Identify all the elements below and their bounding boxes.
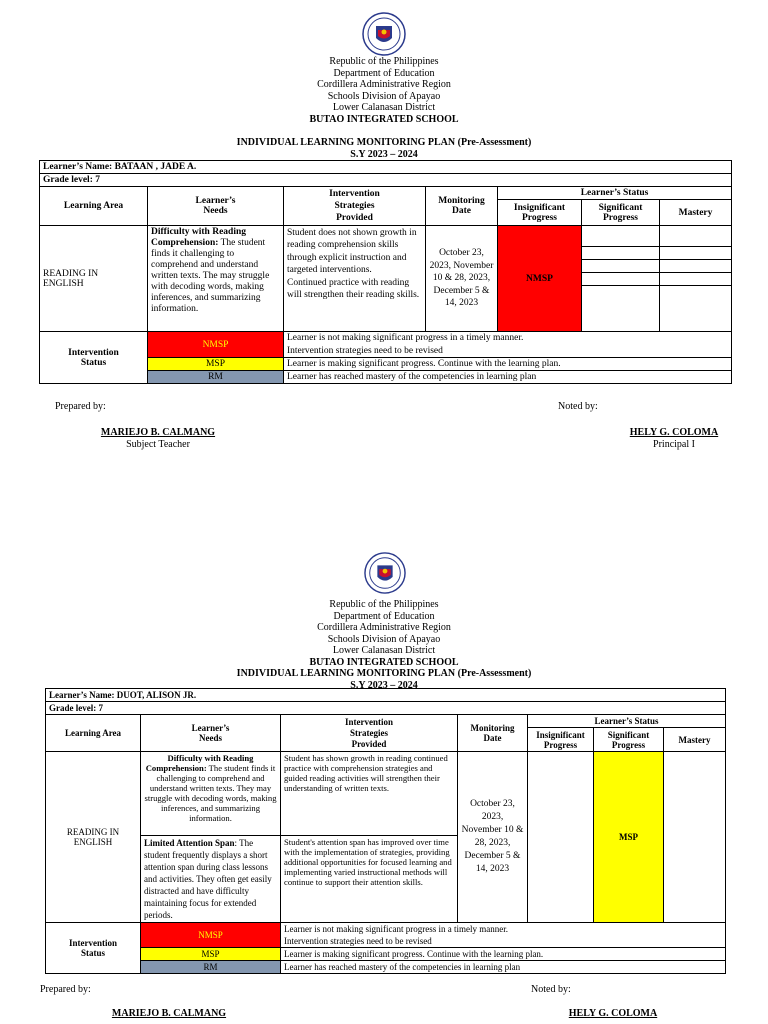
principal-signature <box>612 427 736 450</box>
legend-rm-desc: Learner has reached mastery of the competencies in learning plan <box>284 371 732 384</box>
col-intervention: Intervention Strategies Provided <box>281 715 458 752</box>
mastery-cell <box>660 260 732 273</box>
needs-cell <box>148 226 284 332</box>
legend-rm: RM <box>141 961 281 974</box>
mastery-cell <box>660 226 732 247</box>
mastery-cell <box>660 286 732 332</box>
header-republic: Republic of the Philippines <box>329 599 439 610</box>
learning-area-cell: READING IN ENGLISH <box>40 226 148 332</box>
significant-cell <box>582 226 660 247</box>
legend-msp-desc: Learner is making significant progress. Continue with the learning plan. <box>284 358 732 371</box>
need-text: : The student frequently displays a short attention span during class lessons and activities. They often get easily distracted and have difficulty maintaining focus for extended periods. <box>144 838 272 920</box>
legend-nmsp: NMSP <box>141 923 281 948</box>
col-monitoring: Monitoring Date <box>458 715 528 752</box>
grade-level: Grade level: 7 <box>40 174 732 187</box>
noted-by-label: Noted by: <box>558 401 598 412</box>
header-region: Cordillera Administrative Region <box>317 622 451 633</box>
need-title: Limited Attention Span <box>144 838 235 848</box>
deped-seal-icon <box>362 12 406 56</box>
prepared-by-label: Prepared by: <box>55 401 106 412</box>
header-district: Lower Calanasan District <box>332 102 436 113</box>
header-department: Department of Education <box>333 67 435 79</box>
significant-cell <box>582 247 660 260</box>
col-insignificant: Insignificant Progress <box>528 728 594 752</box>
col-learning-area: Learning Area <box>40 187 148 226</box>
prepared-by-label: Prepared by: <box>40 984 91 995</box>
status-msp-cell: MSP <box>594 752 664 923</box>
teacher-signature <box>94 1008 244 1020</box>
header-school: BUTAO INTEGRATED SCHOOL <box>309 656 459 668</box>
legend-nmsp: NMSP <box>148 332 284 358</box>
header-department: Department of Education <box>333 610 435 622</box>
monitoring-date-cell: October 23, 2023, November 10 & 28, 2023, December 5 & 14, 2023 <box>426 226 498 332</box>
learning-area-cell: READING IN ENGLISH <box>46 752 141 923</box>
col-status: Learner’s Status <box>528 715 726 728</box>
school-year: S.Y 2023 – 2024 <box>350 148 418 160</box>
principal-name: HELY G. COLOMA <box>568 1008 658 1019</box>
header-division: Schools Division of Apayao <box>327 633 441 645</box>
legend-msp: MSP <box>148 358 284 371</box>
learner-name: Learner’s Name: DUOT, ALISON JR. <box>46 689 726 702</box>
col-mastery: Mastery <box>660 200 732 226</box>
legend-nmsp-desc: Learner is not making significant progress in a timely manner. <box>281 923 726 936</box>
col-needs: Learner’s Needs <box>148 187 284 226</box>
col-insignificant: Insignificant Progress <box>498 200 582 226</box>
intervention-status-label: Intervention Status <box>46 923 141 974</box>
header-division: Schools Division of Apayao <box>327 90 441 102</box>
noted-by-label: Noted by: <box>531 984 571 995</box>
col-intervention: Intervention Strategies Provided <box>284 187 426 226</box>
status-nmsp-cell: NMSP <box>498 226 582 332</box>
principal-role: Principal I <box>653 438 695 450</box>
monitoring-date-cell: October 23, 2023, November 10 & 28, 2023, December 5 & 14, 2023 <box>458 752 528 923</box>
need-text: The student finds it challenging to comprehend and understand written texts. They may struggle with decoding words, making inferences, and summarizing information. <box>144 763 277 823</box>
col-monitoring: Monitoring Date <box>426 187 498 226</box>
deped-seal-icon <box>364 552 406 594</box>
learner-name: Learner’s Name: BATAAN , JADE A. <box>40 161 732 174</box>
legend-rm-desc: Learner has reached mastery of the competencies in learning plan <box>281 961 726 974</box>
legend-nmsp-desc2: Intervention strategies need to be revised <box>281 935 726 948</box>
plan-title: INDIVIDUAL LEARNING MONITORING PLAN (Pre-Assessment) <box>236 137 532 148</box>
col-significant: Significant Progress <box>582 200 660 226</box>
header-region: Cordillera Administrative Region <box>317 79 451 90</box>
intervention-cell: Student's attention span has improved over time with the implementation of strategies, providing additional opportunities for focused learning and implementing varied instructional methods will continue to support their attention skills. <box>281 836 458 923</box>
teacher-name: MARIEJO B. CALMANG <box>111 1008 227 1019</box>
header-school: BUTAO INTEGRATED SCHOOL <box>309 113 459 125</box>
need-title: Difficulty with Reading Comprehension: <box>151 227 246 248</box>
header-republic: Republic of the Philippines <box>329 56 439 67</box>
col-significant: Significant Progress <box>594 728 664 752</box>
monitoring-table-1 <box>39 160 732 384</box>
teacher-signature <box>80 427 236 450</box>
col-needs: Learner’s Needs <box>141 715 281 752</box>
intervention-status-label: Intervention Status <box>40 332 148 384</box>
legend-nmsp-desc: Learner is not making significant progress in a timely manner. <box>284 332 732 345</box>
col-status: Learner’s Status <box>498 187 732 200</box>
needs-cell <box>141 752 281 836</box>
legend-msp: MSP <box>141 948 281 961</box>
need-text: The student finds it challenging to comprehend and understand written texts. The may struggle with decoding words, making inferences, and summarizing information. <box>151 238 270 314</box>
plan-title: INDIVIDUAL LEARNING MONITORING PLAN (Pre-Assessment) <box>236 668 532 679</box>
legend-nmsp-desc2: Intervention strategies need to be revised <box>284 345 732 358</box>
significant-cell <box>582 260 660 273</box>
intervention-cell: Student does not shown growth in reading comprehension skills through explicit instruction and targeted interventions. Continued practice with reading will strengthen their reading skills. <box>284 226 426 332</box>
principal-signature <box>556 1008 670 1020</box>
col-mastery: Mastery <box>664 728 726 752</box>
insignificant-cell <box>528 752 594 923</box>
significant-cell <box>582 273 660 286</box>
legend-rm: RM <box>148 371 284 384</box>
header-district: Lower Calanasan District <box>332 645 436 656</box>
mastery-cell <box>660 273 732 286</box>
significant-cell <box>582 286 660 332</box>
school-year: S.Y 2023 – 2024 <box>350 679 418 691</box>
needs-cell <box>141 836 281 923</box>
mastery-cell <box>664 752 726 923</box>
teacher-role: Subject Teacher <box>126 438 190 450</box>
monitoring-table-2 <box>45 688 726 974</box>
grade-level: Grade level: 7 <box>46 702 726 715</box>
teacher-name: MARIEJO B. CALMANG <box>100 427 216 438</box>
intervention-cell: Student has shown growth in reading continued practice with comprehension strategies and guided reading activities will strengthen their understanding of written texts. <box>281 752 458 836</box>
legend-msp-desc: Learner is making significant progress. Continue with the learning plan. <box>281 948 726 961</box>
col-learning-area: Learning Area <box>46 715 141 752</box>
principal-name: HELY G. COLOMA <box>629 427 719 438</box>
need-title: Difficulty with Reading Comprehension: <box>145 753 254 773</box>
mastery-cell <box>660 247 732 260</box>
